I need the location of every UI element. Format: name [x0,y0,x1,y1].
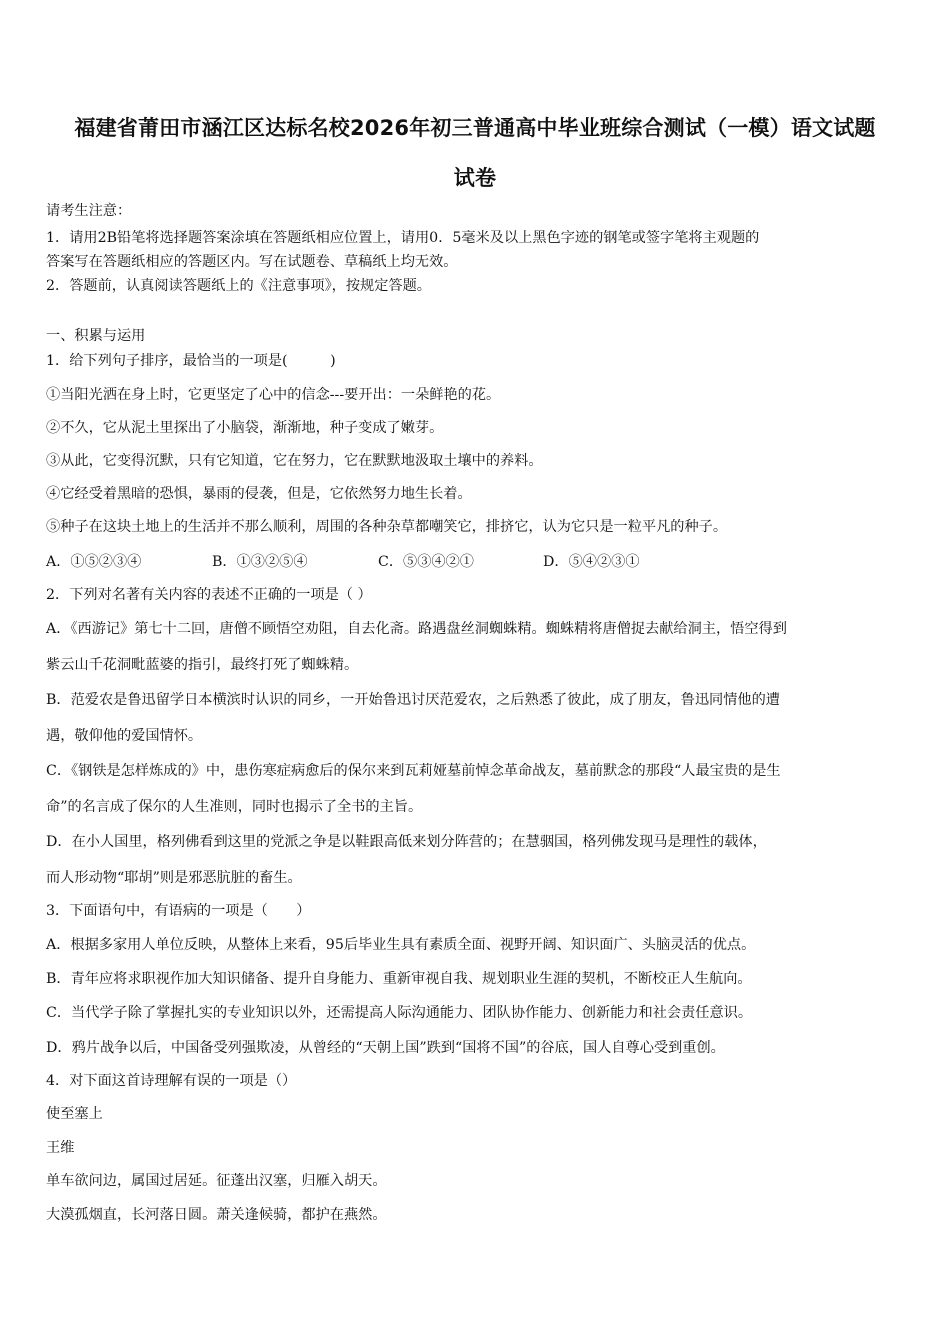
question-1-option-c: C．⑤③④②① [378,554,474,570]
question-1-option-b: B．①③②⑤④ [212,554,308,570]
question-2-option-a: A．《西游记》第七十二回，唐僧不顾悟空劝阻，自去化斋。路遇盘丝洞蜘蛛精。蜘蛛精将唐僧捉去献给洞主，悟空得到 [46,621,787,637]
question-1-option-d: D．⑤④②③① [543,554,640,570]
question-3-option-a: A．根据多家用人单位反映，从整体上来看，95后毕业生具有素质全面、视野开阔、知识面广、头脑灵活的优点。 [46,937,756,953]
page-title: 福建省莆田市涵江区达标名校2026年初三普通高中毕业班综合测试（一模）语文试题 [74,116,876,140]
question-1-sentence-2: ②不久，它从泥土里探出了小脑袋，渐渐地，种子变成了嫩芽。 [46,420,444,436]
question-3-option-c: C．当代学子除了掌握扎实的专业知识以外，还需提高人际沟通能力、团队协作能力、创新能力和社会责任意识。 [46,1005,753,1021]
notice-item-2: 2．答题前，认真阅读答题纸上的《注意事项》，按规定答题。 [46,278,431,294]
question-1-sentence-5: ⑤种子在这块土地上的生活并不那么顺利，周围的各种杂草都嘲笑它，排挤它，认为它只是一粒平凡的种子。 [46,519,728,535]
question-2-option-a-cont: 紫云山千花洞毗蓝婆的指引，最终打死了蜘蛛精。 [46,657,359,673]
poem-author: 王维 [46,1140,75,1156]
question-2-option-b-cont: 遇，敬仰他的爱国情怀。 [46,728,203,744]
poem-title: 使至塞上 [46,1106,103,1122]
question-1-stem: 1．给下列句子排序，最恰当的一项是( ) [46,353,336,369]
section-heading: 一、积累与运用 [46,328,146,344]
question-1-option-a: A．①⑤②③④ [46,554,142,570]
question-1-sentence-3: ③从此，它变得沉默，只有它知道，它在努力，它在默默地汲取土壤中的养料。 [46,453,543,469]
page-title-continued: 试卷 [453,166,497,190]
poem-line-2: 大漠孤烟直，长河落日圆。萧关逢候骑，都护在燕然。 [46,1207,387,1223]
question-2-option-b: B．范爱农是鲁迅留学日本横滨时认识的同乡，一开始鲁迅讨厌范爱农，之后熟悉了彼此，成了朋友，鲁迅同情他的遭 [46,692,780,708]
question-1-sentence-1: ①当阳光洒在身上时，它更坚定了心中的信念---要开出：一朵鲜艳的花。 [46,387,501,403]
question-2-stem: 2．下列对名著有关内容的表述不正确的一项是（ ） [46,587,372,603]
question-3-stem: 3．下面语句中，有语病的一项是（ ） [46,903,311,919]
question-3-option-b: B．青年应将求职视作加大知识储备、提升自身能力、重新审视自我、规划职业生涯的契机，不断校正人生航向。 [46,971,752,987]
question-2-option-c: C．《钢铁是怎样炼成的》中，患伤寒症病愈后的保尔来到瓦莉娅墓前悼念革命战友，墓前默念的那段“人最宝贵的是生 [46,763,781,779]
poem-line-1: 单车欲问边，属国过居延。征蓬出汉塞，归雁入胡天。 [46,1173,387,1189]
question-1-sentence-4: ④它经受着黑暗的恐惧，暴雨的侵袭，但是，它依然努力地生长着。 [46,486,472,502]
question-2-option-c-cont: 命”的名言成了保尔的人生准则，同时也揭示了全书的主旨。 [46,799,423,815]
notice-heading: 请考生注意： [46,203,132,219]
notice-item-1: 1．请用2B铅笔将选择题答案涂填在答题纸相应位置上，请用0．5毫米及以上黑色字迹的钢笔或签字笔将主观题的 [46,230,760,246]
question-4-stem: 4．对下面这首诗理解有误的一项是（） [46,1073,297,1089]
question-3-option-d: D．鸦片战争以后，中国备受列强欺凌，从曾经的“天朝上国”跌到“国将不国”的谷底，国人自尊心受到重创。 [46,1040,725,1056]
question-2-option-d-cont: 而人形动物“耶胡”则是邪恶肮脏的畜生。 [46,870,302,886]
question-2-option-d: D．在小人国里，格列佛看到这里的党派之争是以鞋跟高低来划分阵营的；在慧骃国，格列佛发现马是理性的载体， [46,834,767,850]
notice-item-1-cont: 答案写在答题纸相应的答题区内。写在试题卷、草稿纸上均无效。 [46,254,458,270]
